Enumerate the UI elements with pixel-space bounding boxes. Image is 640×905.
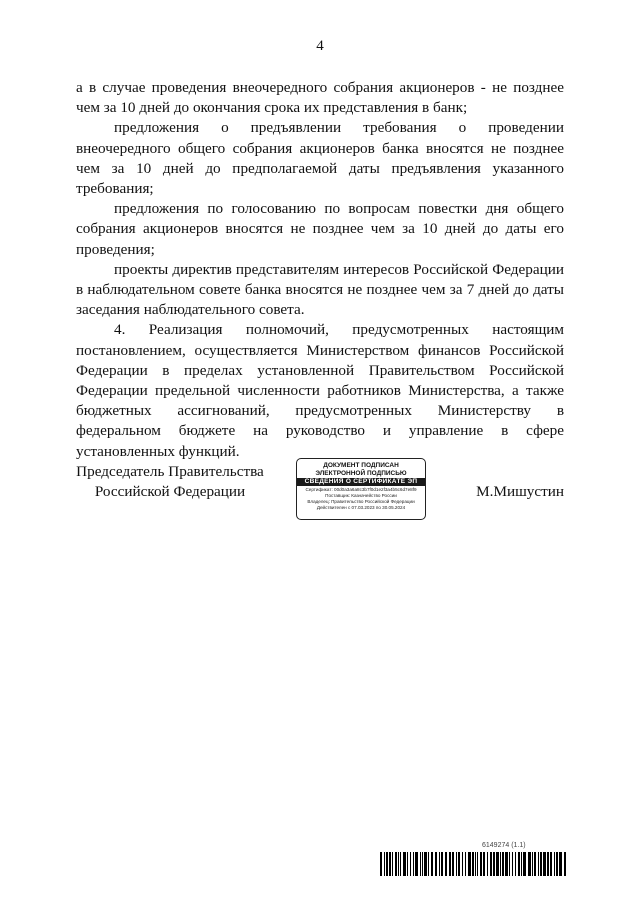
barcode-bar <box>502 852 504 876</box>
barcode-bar <box>413 852 414 876</box>
barcode-bar <box>532 852 533 876</box>
barcode-bar <box>407 852 408 876</box>
stamp-title <box>297 462 425 477</box>
barcode-bar <box>439 852 440 876</box>
barcode-bar <box>509 852 510 876</box>
barcode-bar <box>452 852 454 876</box>
signatory-position-line-2: Российской Федерации <box>94 483 246 500</box>
barcode-bar <box>424 852 427 876</box>
stamp-title-line-2: ЭЛЕКТРОННОЙ ПОДПИСЬЮ <box>315 469 407 477</box>
barcode-bar <box>435 852 437 876</box>
barcode-bar <box>415 852 418 876</box>
electronic-signature-stamp <box>296 458 426 520</box>
barcode-bar <box>515 852 516 876</box>
barcode-bar <box>564 852 566 876</box>
barcode-bar <box>475 852 476 876</box>
barcode-bar <box>431 852 433 876</box>
barcode-bar <box>400 852 401 876</box>
barcode-bar <box>490 852 492 876</box>
barcode <box>380 852 566 876</box>
barcode-bar <box>410 852 411 876</box>
barcode-bar <box>445 852 447 876</box>
barcode-bar <box>483 852 485 876</box>
barcode-bar <box>380 852 382 876</box>
barcode-bar <box>468 852 471 876</box>
barcode-bar <box>523 852 526 876</box>
barcode-bar <box>480 852 482 876</box>
barcode-bar <box>395 852 397 876</box>
barcode-bar <box>422 852 423 876</box>
barcode-bar <box>456 852 457 876</box>
barcode-bar <box>528 852 531 876</box>
barcode-bar <box>547 852 549 876</box>
paragraph-1: а в случае проведения внеочередного собрания акционеров - не позднее чем за 10 дней до окончания срока их представления в банк; <box>76 79 564 117</box>
barcode-bar <box>505 852 508 876</box>
barcode-bar <box>462 852 463 876</box>
barcode-bar <box>458 852 460 876</box>
barcode-bar <box>538 852 539 876</box>
barcode-bar <box>449 852 451 876</box>
barcode-bar <box>493 852 495 876</box>
barcode-bar <box>389 852 391 876</box>
stamp-validity: Действителен с 07.03.2023 по 30.05.2024 <box>316 505 406 510</box>
barcode-bar <box>521 852 522 876</box>
barcode-bar <box>403 852 406 876</box>
barcode-bar <box>556 852 558 876</box>
paragraph-2: предложения о предъявлении требования о проведении внеочередного общего собрания акционеров банка вносятся не позднее чем за 10 дней до предполагаемой даты предъявления указанного требования; <box>76 119 564 198</box>
barcode-caption: 6149274 (1.1) <box>482 842 526 849</box>
barcode-bar <box>420 852 421 876</box>
barcode-bar <box>392 852 393 876</box>
signatory-name: М.Мишустин <box>476 483 564 500</box>
barcode-bar <box>518 852 520 876</box>
page-number: 4 <box>316 38 324 54</box>
barcode-bar <box>386 852 388 876</box>
barcode-bar <box>472 852 474 876</box>
stamp-certificate-band: СВЕДЕНИЯ О СЕРТИФИКАТЕ ЭП <box>297 478 425 486</box>
stamp-owner: Владелец: Правительство Российской Федерации <box>307 499 415 504</box>
paragraph-5: 4. Реализация полномочий, предусмотренных настоящим постановлением, осуществляется Министерством финансов Российской Федерации в пределах установленной Правительством Российской Федерации предельной численности работников Министерства, а также бюджетных ассигнований, предусмотренных Министерству в федеральном бюджете на руководство и управление в сфере установленных функций. <box>76 321 564 460</box>
barcode-bar <box>500 852 501 876</box>
barcode-bar <box>477 852 478 876</box>
stamp-certificate-id: Сертификат: 00d0a3a6a8c3b7f0d1e2f3a4b5c6d7e8f9 <box>305 487 417 492</box>
barcode-bar <box>398 852 399 876</box>
barcode-bar <box>550 852 552 876</box>
barcode-bar <box>487 852 488 876</box>
barcode-bar <box>559 852 562 876</box>
barcode-bar <box>543 852 546 876</box>
barcode-bar <box>441 852 443 876</box>
stamp-issuer: Поставщик: Казначейство России <box>325 493 397 498</box>
body-text <box>76 78 564 462</box>
stamp-title-line-1: ДОКУМЕНТ ПОДПИСАН <box>323 462 399 469</box>
signatory-position <box>70 462 270 502</box>
barcode-bar <box>384 852 385 876</box>
barcode-bar <box>465 852 466 876</box>
signatory-position-line-1: Председатель Правительства <box>76 463 264 480</box>
barcode-bar <box>512 852 513 876</box>
barcode-bar <box>540 852 542 876</box>
paragraph-3: предложения по голосованию по вопросам повестки дня общего собрания акционеров вносятся не позднее чем за 10 дней до даты его проведения; <box>76 200 564 258</box>
paragraph-4: проекты директив представителям интересов Российской Федерации в наблюдательном совете банка вносятся не позднее чем за 7 дней до даты заседания наблюдательного совета. <box>76 260 564 319</box>
barcode-bar <box>554 852 555 876</box>
barcode-bar <box>496 852 499 876</box>
barcode-bar <box>428 852 429 876</box>
barcode-bar <box>534 852 536 876</box>
